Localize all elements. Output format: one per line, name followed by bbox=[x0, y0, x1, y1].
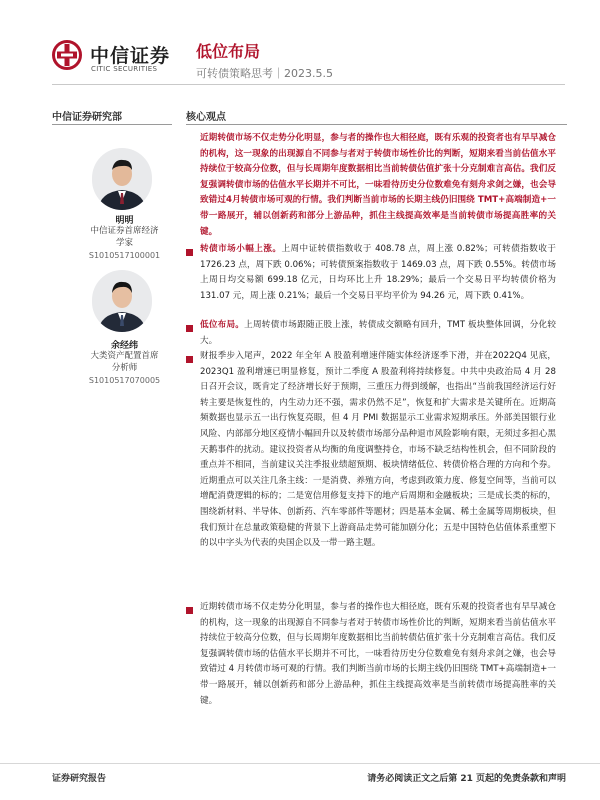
analyst-name: 余经纬 bbox=[110, 341, 138, 351]
analyst-name: 明明 bbox=[115, 216, 134, 226]
report-subtitle: 可转债策略思考｜2023.5.5 bbox=[196, 67, 333, 80]
analyst-role: 分析师 bbox=[111, 363, 138, 373]
brand-name-en: CITIC SECURITIES bbox=[91, 65, 158, 73]
brand-name-cn: 中信证券 bbox=[90, 45, 171, 67]
header-divider bbox=[52, 84, 565, 85]
analyst-role: 大类资产配置首席 bbox=[90, 351, 159, 361]
bullet-paragraph: 近期转债市场不仅走势分化明显，参与者的操作也大相径庭，既有乐观的投资者也有早早减仓的机构，这一现象的出现源自不同参与者对于转债市场性价比的判断，短期来看当前估值水平持续位于较高分位数，但与长周期年度数据相比当前转债估值扩张十分克制难言高估。我们反复强调转债市场的估值水平长期并不可比，一味看待历史分位数难免有刻舟求剑之嫌，也会导致错过 4 月转债市场可观的行情。我们判断当前市场的长期主线仍旧围绕 TMT+高端制造+一带一路展开，辅以创新药和部分上游品种，抓住主线提高效率是当前转债市场提高胜率的关键。 bbox=[200, 602, 556, 706]
analyst-role: 中信证券首席经济 bbox=[90, 226, 159, 236]
analyst-avatar bbox=[92, 148, 152, 210]
summary-paragraph: 近期转债市场不仅走势分化明显，参与者的操作也大相径庭，既有乐观的投资者也有早早减仓的机构，这一现象的出现源自不同参与者对于转债市场性价比的判断，短期来看当前估值水平持续位于较高分位数，但与长周期年度数据相比当前转债估值扩张十分克制难言高估。我们反复强调转债市场的估值水平长期并不可比，一味看待历史分位数难免有刻舟求剑之嫌，也会导致错过4月转债市场可观的行情。我们判断当前市场的长期主线仍旧围绕 TMT+高端制造+一带一路展开，辅以创新药和部分上游品种，抓住主线提高效率是当前转债市场提高胜率的关键。 bbox=[200, 133, 556, 237]
section-divider bbox=[186, 124, 567, 125]
sidebar-divider bbox=[52, 124, 172, 125]
bullet-paragraph: 财报季步入尾声，2022 年全年 A 股盈利增速伴随实体经济逐季下滑，并在2022Q4 见底，2023Q1 盈利增速已明显修复，预计二季度 A 股盈利将持续修复。中共中央政治局 4 月 28 日召开会议，既肯定了经济增长好于预期，三重压力得到缓解，也指出“当前我国经济运行好转主要是恢复性的，内生动力还不强，需求仍然不足”，恢复和扩大需求是关键所在。近期高频数据也显示五一出行恢复亮眼，但 4 月 PMI 数据显示工业需求短期承压。外部美国银行业风险、内部部分地区疫情小幅回升以及转债市场部分品种退市风险影响有限，无须过多担心黑天鹅事件的扰动。建议投资者从均衡的角度调整持仓，市场不缺乏结构性机会，但不同阶段的重点并不相同，当前建议关注季报业绩超预期、板块情绪低位、转债价格合理的方向和个券。近期重点可以关注几条主线：一是消费、养殖方向，考虑到政策力度、修复空间等，当前可以增配消费逻辑的标的；二是宽信用修复支持下的地产后周期和金融板块；三是成长类的标的，围绕新材料、半导体、创新药、汽车零部件等题材；四是基本金属、稀土金属等周期板块，但我们预计在总量政策稳健的背景下上游商品走势可能加剧分化；五是中国特色估值体系重塑下的以中字头为代表的央国企以及一带一路主题。 bbox=[200, 351, 556, 549]
department-label: 中信证券研究部 bbox=[52, 112, 122, 123]
footer-report-type: 证券研究报告 bbox=[52, 774, 107, 784]
bullet-lead: 低位布局。 bbox=[200, 320, 245, 330]
bullet-text: 上周中证转债指数收于 408.78 点，周上涨 0.82%；可转债指数收于 1726.23 点，周下跌 0.06%；可转债预案指数收于 1469.03 点，周下跌 0.55%。转债市场上周日均交易额 699.18 亿元，日均环比上升 18.29%；最后一个交易日平均转债价格为 131.07 元，周上涨 0.21%；最后一个交易日平均平价为 94.26 元，周下跌 0.41%。 bbox=[200, 244, 556, 301]
footer-disclaimer-link[interactable]: 请务必阅读正文之后第 21 页起的免责条款和声明 bbox=[367, 774, 566, 784]
footer-divider bbox=[0, 763, 600, 764]
bullet-paragraph bbox=[200, 242, 556, 304]
bullet-marker-icon bbox=[186, 325, 193, 332]
bullet-lead: 转债市场小幅上涨。 bbox=[200, 244, 282, 254]
citic-logo-icon bbox=[52, 40, 82, 70]
section-title: 核心观点 bbox=[186, 112, 226, 123]
bullet-text: 上周转债市场跟随正股上涨，转债成交额略有回升，TMT 板块整体回调，分化较大。 bbox=[200, 320, 556, 346]
bullet-marker-icon bbox=[186, 607, 193, 614]
analyst-cert-code: S1010517100001 bbox=[88, 251, 161, 260]
bullet-marker-icon bbox=[186, 356, 193, 363]
report-title: 低位布局 bbox=[196, 42, 261, 61]
bullet-marker-icon bbox=[186, 249, 193, 256]
analyst-cert-code: S1010517070005 bbox=[88, 376, 161, 385]
analyst-role: 学家 bbox=[115, 238, 133, 248]
analyst-avatar bbox=[92, 270, 152, 332]
bullet-paragraph bbox=[200, 318, 556, 349]
